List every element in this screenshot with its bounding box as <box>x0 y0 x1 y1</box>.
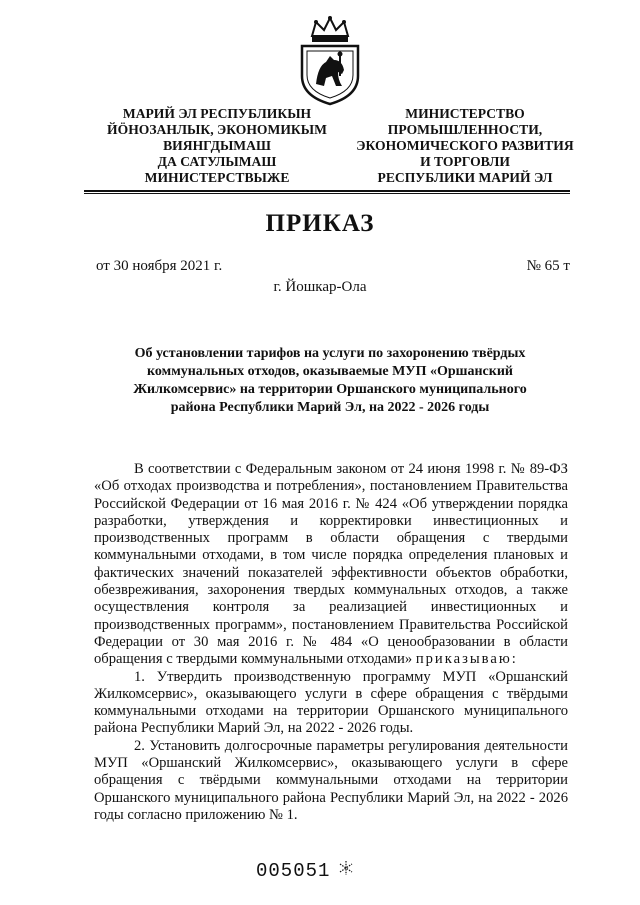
document-city: г. Йошкар-Ола <box>273 279 367 295</box>
header-line: МАРИЙ ЭЛ РЕСПУБЛИКЫН <box>122 106 312 121</box>
ministry-name-mari <box>88 106 346 186</box>
coat-of-arms-icon <box>296 14 364 106</box>
subject-line: района Республики Марий Эл, на 2022 - 2026 годы <box>170 400 490 415</box>
preamble-text: В соответствии с Федеральным законом от 24 июня 1998 г. № 89-ФЗ «Об отходах производства и потребления», постановлением Правительства Российской Федерации от 16 мая 2016 г. № 424 «Об утверждении порядка разработки, утверждения и корректировки инвестиционных и производственных программ в области обращения с твердыми коммунальными отходами, в том числе порядка определения плановых и фактических значений показателей эффективности объектов обработки, обезвреживания, захоронения твердых коммунальных отходов, а также осуществления контроля за реализацией инвестиционных и производственных программ», постановлением Правительства Российской Федерации от 30 мая 2016 г. № 484 «О ценообразовании в области обращения с твердыми коммунальными отходами» <box>94 461 568 668</box>
header-divider-thin <box>84 193 570 194</box>
header-line: РЕСПУБЛИКИ МАРИЙ ЭЛ <box>377 170 553 185</box>
ministry-name-russian <box>338 106 592 186</box>
asterisk-icon <box>339 860 353 876</box>
subject-line: Об установлении тарифов на услуги по захоронению твёрдых <box>134 346 526 361</box>
document-date: от 30 ноября 2021 г. <box>96 258 223 274</box>
header-line: МИНИСТЕРСТВЫЖЕ <box>144 170 290 185</box>
subject-line: Жилкомсервис» на территории Оршанского муниципального <box>133 382 527 397</box>
serial-number: 005051 <box>256 860 331 882</box>
paragraph-item-2: 2. Установить долгосрочные параметры регулирования деятельности МУП «Оршанский Жилкомсервис», оказывающего услуги в сфере обращения с твёрдыми коммунальными отходами на территории Оршанского муниципального района Республики Марий Эл, на 2022 - 2026 годы согласно приложению № 1. <box>94 737 568 823</box>
header-line: МИНИСТЕРСТВО <box>405 106 525 121</box>
header-line: И ТОРГОВЛИ <box>420 154 510 169</box>
header-divider <box>84 190 570 192</box>
header-line: ПРОМЫШЛЕННОСТИ, <box>387 122 543 137</box>
subject-line: коммунальных отходов, оказываемые МУП «Оршанский <box>147 364 513 379</box>
paragraph-preamble <box>94 461 568 669</box>
document-body <box>94 461 568 824</box>
document-number: № 65 т <box>526 258 570 274</box>
header-line: ВИЯНГДЫМАШ <box>163 138 271 153</box>
header-line: ЙӦНОЗАНЛЫК, ЭКОНОМИКЫМ <box>107 122 327 137</box>
document-title: ПРИКАЗ <box>265 210 375 237</box>
order-phrase: приказываю: <box>415 651 518 668</box>
header-line: ЭКОНОМИЧЕСКОГО РАЗВИТИЯ <box>356 138 574 153</box>
document-subject <box>110 345 550 417</box>
paragraph-item-1: 1. Утвердить производственную программу МУП «Оршанский Жилкомсервис», оказывающего услуги в сфере обращения с твёрдыми коммунальными отходами на территории Оршанского муниципального района Республики Марий Эл, на 2022 - 2026 годы. <box>94 668 568 737</box>
header-line: ДА САТУЛЫМАШ <box>157 154 277 169</box>
